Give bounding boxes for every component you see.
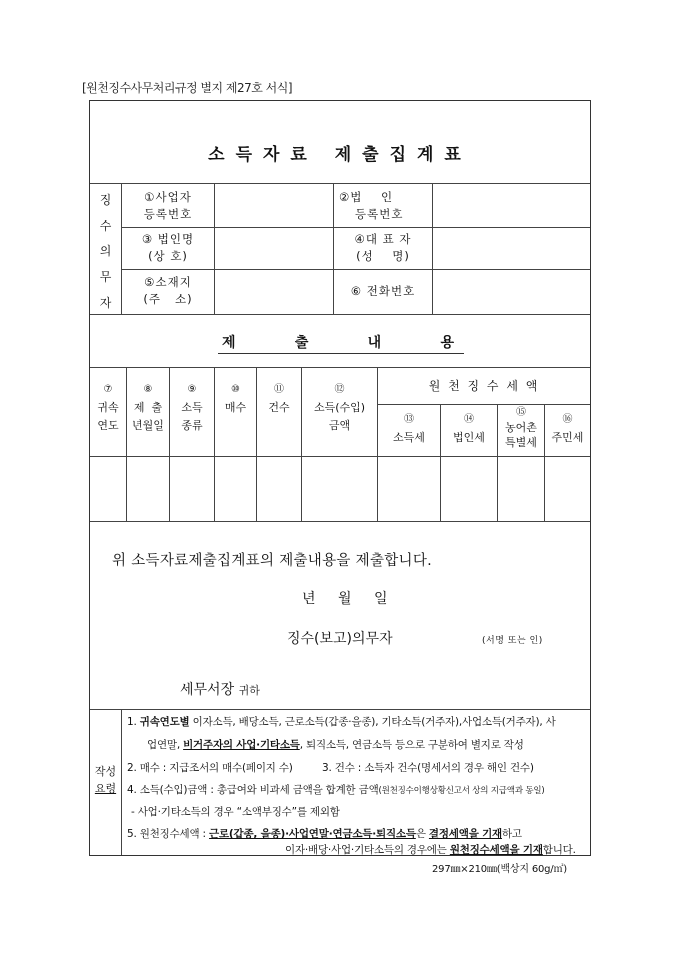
note-text: 은 — [415, 828, 429, 840]
note-text: 업연말, — [147, 739, 184, 751]
circled-number: ⑧ — [143, 384, 153, 395]
note-text: 이자소득, 배당소득, 근로소득(갑종·을종), 기타소득(거주자),사업소득(거주자), 사 — [189, 716, 556, 728]
note-text: 합니다. — [542, 844, 576, 856]
note-2: 2. 매수 : 지급조서의 매수(페이지 수) — [127, 762, 293, 774]
divider — [90, 314, 590, 315]
divider — [90, 367, 590, 368]
vertical-char: 수 — [99, 218, 112, 233]
header-line: 소득세 — [393, 431, 425, 444]
title-char: 용 — [440, 335, 454, 351]
paper-spec: 297㎜×210㎜(백상지 60g/㎡) — [432, 864, 567, 875]
note-text: 5. 원천징수세액 : — [127, 828, 210, 840]
address-label — [123, 274, 213, 308]
label-line: (상 호) — [148, 249, 188, 263]
col-rural-special-tax — [498, 405, 544, 450]
col-page-count — [215, 381, 256, 417]
header-line: 귀속 — [97, 401, 119, 414]
label-line: (주 소) — [143, 292, 193, 306]
title-char: 출 — [294, 335, 309, 351]
label-line: ⑥ 전화번호 — [350, 284, 416, 298]
note-5 — [127, 826, 522, 841]
vertical-char: 의 — [99, 244, 112, 259]
circled-number: ⑪ — [274, 384, 284, 395]
submission-content-title — [218, 332, 464, 354]
cell-corporate-tax[interactable] — [441, 457, 497, 521]
label-line: ⑤소재지 — [144, 275, 192, 289]
circled-number: ⑯ — [562, 414, 573, 425]
label-line: (성 명) — [356, 249, 410, 263]
note-4 — [127, 782, 544, 797]
label-line: 등록번호 — [355, 207, 404, 221]
col-income-amount — [302, 381, 377, 435]
header-line: 연도 — [97, 419, 119, 432]
circled-number: ⑬ — [404, 414, 414, 425]
note-1 — [127, 714, 556, 729]
col-case-count — [257, 381, 301, 417]
note-bold: 귀속연도별 — [139, 716, 190, 728]
label-line: ④대 표 자 — [354, 232, 412, 246]
obligor-vertical-label — [90, 187, 121, 315]
divider — [90, 709, 590, 710]
cell-resident-tax[interactable] — [545, 457, 590, 521]
circled-number: ⑩ — [231, 384, 240, 395]
header-line: 농어촌 — [505, 421, 537, 434]
withholding-tax-group-header: 원 천 징 수 세 액 — [428, 379, 540, 393]
submission-statement: 위 소득자료제출집계표의 제출내용을 제출합니다. — [112, 553, 433, 569]
label-line: 요령 — [94, 782, 117, 795]
cell-submission-date[interactable] — [127, 457, 169, 521]
note-text: 4. 소득(수입)금액 : 총급여와 비과세 금액을 합계한 금액 — [127, 784, 379, 796]
cell-attribution-year[interactable] — [91, 457, 126, 521]
title-char: 내 — [367, 335, 382, 351]
circled-number: ⑦ — [103, 384, 113, 395]
income-data-summary-form — [89, 100, 591, 856]
header-line: 소득 — [181, 401, 203, 414]
note-bold: 근로(갑종, 을종)·사업연말·연금소득·퇴직소득 — [209, 828, 416, 840]
corp-reg-number-field[interactable] — [433, 184, 590, 226]
note-bold: 비거주자의 사업·기타소득 — [183, 739, 300, 751]
note-text: 1. — [127, 716, 140, 728]
divider — [377, 404, 590, 405]
header-line: 건수 — [268, 401, 290, 414]
corp-name-label — [123, 231, 213, 265]
label-line: ①사업자 — [144, 190, 192, 204]
circled-number: ⑫ — [334, 384, 345, 395]
note-bold: 원천징수세액을 기재 — [449, 844, 543, 856]
representative-label — [334, 231, 432, 265]
vertical-char: 자 — [99, 295, 112, 310]
header-line: 소득(수입) — [313, 401, 366, 414]
note-3: 3. 건수 : 소득자 건수(명세서의 경우 해인 건수) — [322, 762, 534, 774]
circled-number: ⑨ — [187, 384, 197, 395]
col-resident-tax — [545, 411, 590, 447]
header-line: 금액 — [328, 419, 351, 432]
business-reg-number-label — [123, 189, 213, 223]
label-line: 등록번호 — [143, 207, 193, 221]
col-submission-date — [127, 381, 169, 435]
cell-income-type[interactable] — [170, 457, 214, 521]
phone-label — [334, 283, 432, 300]
note-4-cont: - 사업·기타소득의 경우 “소액부징수”를 제외함 — [131, 806, 340, 818]
form-caption: [원천징수사무처리규정 별지 제27호 서식] — [82, 81, 293, 95]
header-line: 법인세 — [453, 431, 485, 444]
circled-number: ⑮ — [516, 407, 526, 418]
label-line: 작성 — [94, 765, 117, 778]
cell-page-count[interactable] — [215, 457, 256, 521]
note-bold: 결정세액을 기재 — [428, 828, 502, 840]
phone-field[interactable] — [433, 270, 590, 313]
divider — [121, 709, 122, 855]
instructions-label — [90, 763, 121, 797]
tax-office-addressee — [180, 679, 260, 699]
header-line: 년월일 — [132, 419, 164, 432]
header-line: 제 출 — [133, 401, 163, 414]
col-attribution-year — [90, 381, 126, 435]
cell-case-count[interactable] — [257, 457, 301, 521]
tax-office-name: 세무서장 — [180, 682, 235, 698]
divider — [121, 183, 122, 314]
note-small: (원천징수이행상황신고서 상의 지급액과 동일) — [378, 786, 545, 796]
business-reg-number-field[interactable] — [215, 184, 332, 226]
circled-number: ⑭ — [464, 414, 474, 425]
divider — [90, 521, 590, 522]
cell-income-tax[interactable] — [378, 457, 440, 521]
header-line: 종류 — [181, 419, 203, 432]
date-line: 년 월 일 — [302, 591, 388, 607]
note-1-cont — [147, 737, 524, 752]
col-corporate-tax — [441, 411, 497, 447]
header-line: 주민세 — [551, 431, 584, 444]
representative-field[interactable] — [433, 228, 590, 268]
col-income-type — [170, 381, 214, 435]
signature-hint: (서명 또는 인) — [482, 636, 543, 646]
corp-name-field[interactable] — [215, 228, 332, 268]
note-text: 하고 — [501, 828, 522, 840]
vertical-char: 무 — [99, 270, 112, 285]
form-title: 소득자료 제출집계표 — [208, 145, 472, 165]
header-line: 매수 — [224, 401, 247, 414]
note-5-cont — [285, 842, 576, 857]
vertical-char: 징 — [99, 193, 112, 208]
col-income-tax — [378, 411, 440, 447]
cell-income-amount[interactable] — [302, 457, 377, 521]
note-text: 이자·배당·사업·기타소득의 경우에는 — [285, 844, 450, 856]
label-line: ②법 인 — [339, 190, 394, 204]
label-line: ③ 법인명 — [141, 232, 195, 246]
address-field[interactable] — [215, 270, 332, 313]
header-line: 특별세 — [505, 436, 537, 449]
note-text: , 퇴직소득, 연금소득 등으로 구분하여 별지로 작성 — [299, 739, 524, 751]
addressee-suffix: 귀하 — [238, 684, 260, 697]
cell-rural-special-tax[interactable] — [498, 457, 544, 521]
title-char: 제 — [222, 335, 236, 351]
obligor-signature-label: 징수(보고)의무자 — [287, 631, 393, 647]
corp-reg-number-label — [334, 189, 432, 223]
